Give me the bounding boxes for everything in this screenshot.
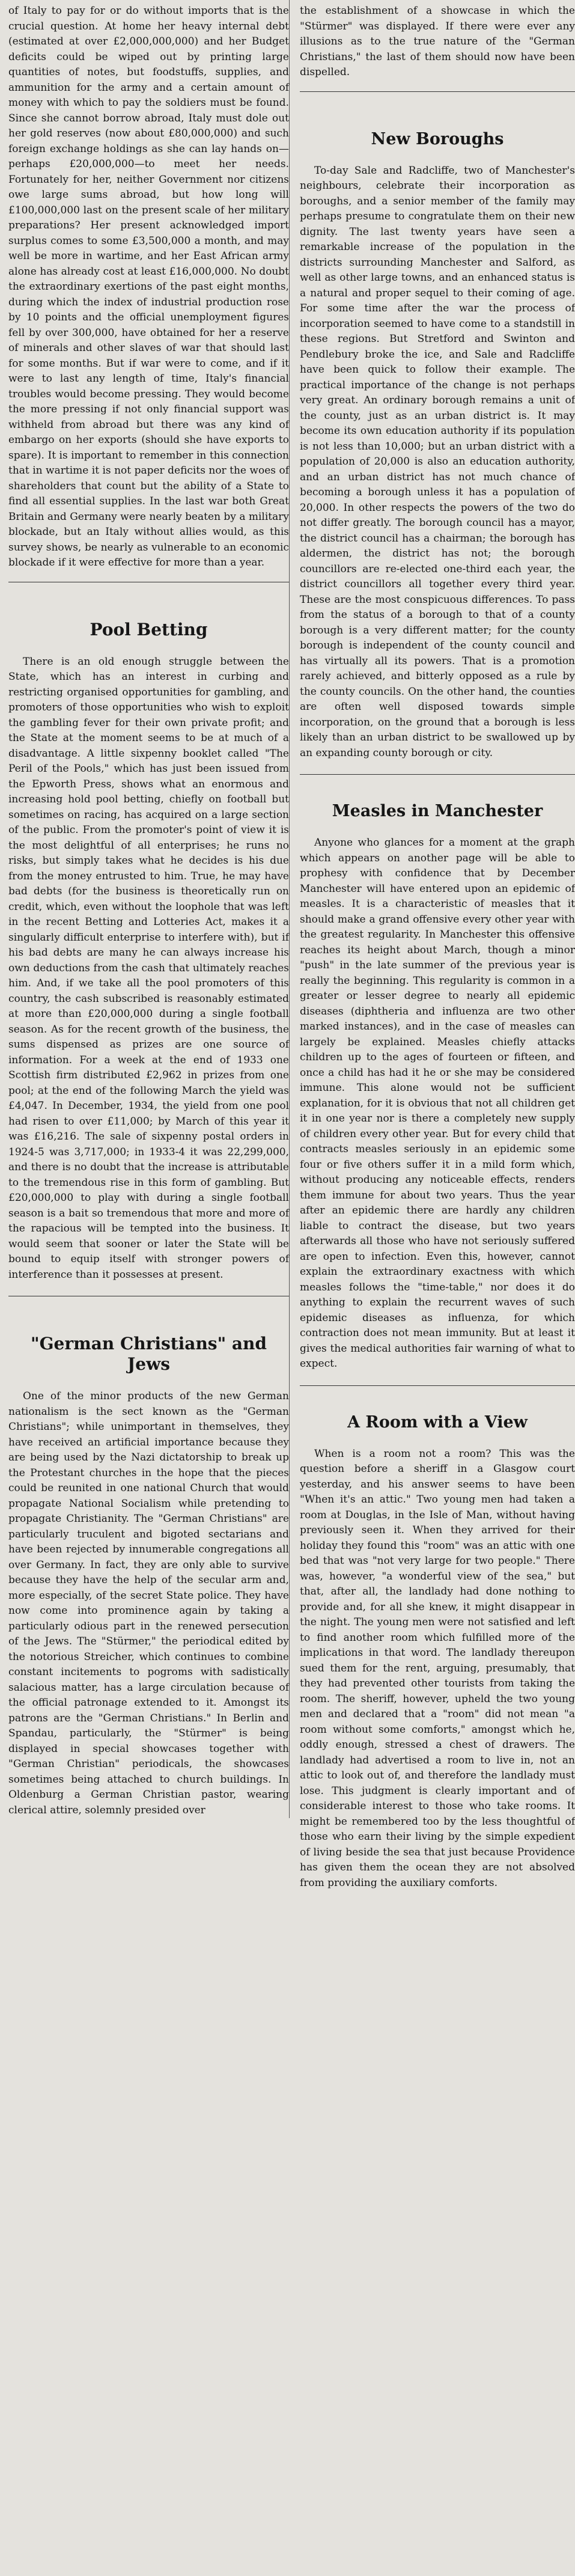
german-christians-heading-line1: "German Christians" and xyxy=(31,1334,267,1354)
new-boroughs-heading: New Boroughs xyxy=(371,129,504,148)
german-christians-text: One of the minor products of the new German nationalism is the sect known as the "German Christians"; while unimportant in themselves, they have received an artificial importance because they are being used by the Nazi dictatorship to break up the Protestant churches in the hope that the pieces could be reunited in one national Church that would propagate National Socialism while pretending to propagate Christianity. The "German Christians" are particularly truculent and bigoted sectarians and have been rejected by innumerable congregations all over Germany. In fact, they are only able to survive because they have the help of the secular arm and, more especially, of the secret State police. They have now come into prominence again by taking a particularly odious part in the renewed persecution of the Jews. The "Stürmer," the periodical edited by the notorious Streicher, which continues to combine constant incitements to pogroms with sadistically salacious matter, has a large circulation because of the official patronage extended to it. Amongst its patrons are the "German Christians." In Berlin and Spandau, particularly, the "Stürmer" is being displayed in special showcases together with "German Christian" periodicals, the showcases sometimes being attached to church buildings. In Oldenburg a German Christian pastor, wearing clerical attire, solemnly presided over xyxy=(8,1390,289,1816)
italy-article-text: of Italy to pay for or do without imports that is the crucial question. At home her heavy internal debt (estimated at over £2,000,000,000) and her Budget deficits could be wiped out by printing large quantities of notes, but foodstuffs, supplies, and ammunition for the army and a certain amount of money with which to pay the soldiers must be found. Since she cannot borrow abroad, Italy must dole out her gold reserves (now about £80,000,000) and such foreign exchange holdings as she can lay hands on—perhaps £20,000,000—to meet her needs. Fortunately for her, neither Government nor citizens owe large sums abroad, but how long will £100,000,000 last on the present scale of her military preparations? Her present acknowledged import surplus comes to some £3,500,000 a month, and may well be more in wartime, and her East African army alone has already cost at least £16,000,000. No doubt the extraordinary exertions of the past eight months, during which the index of industrial production rose by 10 points and the official unemployment figures fell by over 300,000, have obtained for her a reserve of minerals and other slaves of war that should last for some months. But if war were to come, and if it were to last any length of time, Italy's financial troubles would become pressing. They would become the more pressing if not only financial support was withheld from abroad but there was any kind of embargo on her exports (should she have exports to spare). It is important to remember in this connection that in wartime it is not paper deficits nor the woes of shareholders that count but the ability of a State to find all essential supplies. In the last war both Great Britain and Germany were nearly beaten by a military blockade, but an Italy without allies would, as this survey shows, be nearly as vulnerable to an economic blockade if it were effective for more than a year. xyxy=(8,5,289,569)
room-with-view-text: When is a room not a room? This was the question before a sheriff in a Glasgow court yesterday, and his answer seems to have been "When it's an attic." Two young men had taken a room at Douglas, in the Isle of Man, without having previously seen it. When they arrived for their holiday they found this "room" was an attic with one bed that was "not very large for two people." There was, however, "a wonderful view of the sea," but that, after all, the landlady had done nothing to provide and, for all she knew, it might disappear in the night. The young men were not satisfied and left to find another room which fulfilled more of the implications in that word. The landlady thereupon sued them for the rent, arguing, presumably, that they had prevented other tourists from taking the room. The sheriff, however, upheld the two young men and declared that a "room" did not mean "a room without some comforts," amongst which he, oddly enough, stressed a chest of drawers. The landlady had advertised a room to live in, not an attic to look out of, and therefore the landlady must lose. This judgment is clearly important and of considerable interest to those who take rooms. It might be remembered too by the less thoughtful of those who earn their living by the simple expedient of living beside the sea that just because Providence has given them the ocean they are not absolved from providing the auxiliary comforts. xyxy=(300,1447,575,1889)
room-with-view-heading: A Room with a View xyxy=(347,1412,528,1432)
left-column xyxy=(0,0,290,1818)
pool-betting-heading: Pool Betting xyxy=(90,619,208,639)
measles-text: Anyone who glances for a moment at the graph which appears on another page will be able to prophesy with confidence that by December Manchester will have entered upon an epidemic of measles. It is a characteristic of measles that it should make a grand offensive every other year with the greatest regularity. In Manchester this offensive reaches its height about March, though a minor "push" in the late summer of the previous year is really the beginning. This regularity is common in a greater or lesser degree to nearly all epidemic diseases (diphtheria and influenza are two other marked instances), and in the case of measles can largely be explained. Measles chiefly attacks children up to the ages of fourteen or fifteen, and once a child has had it he or she may be considered immune. This alone would not be sufficient explanation, for it is obvious that not all children get it in one year nor is there a completely new supply of children every other year. But for every child that contracts measles seriously in an epidemic some four or five others suffer it in a mild form which, without producing any noticeable effects, renders them immune for about two years. Thus the year after an epidemic there are hardly any children liable to contract the disease, but two years afterwards all those who have not seriously suffered are open to infection. Even this, however, cannot explain the extraordinary exactness with which measles follows the "time-table," nor does it do anything to explain the recurrent waves of such epidemic diseases as influenza, for which contraction does not mean immunity. But at least it gives the medical authorities fair warning of what to expect. xyxy=(300,837,575,1370)
measles-heading: Measles in Manchester xyxy=(332,802,543,820)
new-boroughs-text: To-day Sale and Radcliffe, two of Manchester's neighbours, celebrate their incorporation as boroughs, and a senior member of the family may perhaps presume to congratulate them on their new dignity. The last twenty years have seen a remarkable increase of the population in the districts surrounding Manchester and Salford, as well as other large towns, and an enhanced status is a natural and proper sequel to their coming of age. For some time after the war the process of incorporation seemed to have come to a standstill in these regions. But Stretford and Swinton and Pendlebury broke the ice, and Sale and Radcliffe have been quick to follow their example. The practical importance of the change is not perhaps very great. An ordinary borough remains a unit of the county, just as an urban district is. It may become its own education authority if its population is not less than 10,000; but an urban district with a population of 20,000 is also an education authority, and an urban district has not much chance of becoming a borough unless it has a population of 20,000. In other respects the powers of the two do not differ greatly. The borough council has a mayor, the district council has a chairman; the borough has aldermen, the district has not; the borough councillors are re-elected one-third each year, the district councillors all together every third year. These are the most conspicuous differences. To pass from the status of a borough to that of a county borough is a very different matter; for the county borough is independent of the county council and has virtually all its powers. That is a promotion rarely achieved, and bitterly opposed as a rule by the county councils. On the other hand, the counties are often well disposed towards simple incorporation, on the ground that a borough is less likely than an urban district to be swallowed up by an expanding county borough or city. xyxy=(300,164,575,759)
german-christians-heading-line2: Jews xyxy=(127,1354,170,1374)
pool-betting-text: There is an old enough struggle between the State, which has an interest in curbing and restricting organised opportunities for gambling, and promoters of those opportunities who wish to exploit the gambling fever for their own private profit; and the State at the moment seems to be at much of a disadvantage. A little sixpenny booklet called "The Peril of the Pools," which has just been issued from the Epworth Press, shows what an enormous and increasing hold pool betting, chiefly on football but sometimes on racing, has acquired on a large section of the public. From the promoter's point of view it is the most delightful of all enterprises; he runs no risks, but simply takes what he decides is his due from the money entrusted to him. True, he may have bad debts (for the business is theoretically run on credit, which, even without the loophole that was left in the recent Betting and Lotteries Act, makes it a singularly difficult enterprise to interfere with), but if his bad debts are many he can always increase his own deductions from the cash that ultimately reaches him. And, if we take all the pool promoters of this country, the cash subscribed is reasonably estimated at more than £20,000,000 during a single football season. As for the recent growth of the business, the sums dispensed as prizes are one source of information. For a week at the end of 1933 one Scottish firm distributed £2,962 in prizes from one pool; at the end of the following March the yield was £4,047. In December, 1934, the yield from one pool had risen to over £11,000; by March of this year it was £16,216. The sale of sixpenny postal orders in 1924-5 was 3,717,000; in 1933-4 it was 22,299,000, and there is no doubt that the increase is attributable to the tremendous rise in this form of gambling. But £20,000,000 to play with during a single football season is a bait so tremendous that more and more of the rapacious will be tempted into the business. It would seem that sooner or later the State will be bound to equip itself with stronger powers of interference than it possesses at present. xyxy=(8,655,289,1281)
right-column xyxy=(291,0,575,1891)
german-christians-continuation: the establishment of a showcase in which the "Stürmer" was displayed. If there were ever any illusions as to the true nature of the "German Christians," the last of them should now have been dispelled. xyxy=(300,5,575,78)
